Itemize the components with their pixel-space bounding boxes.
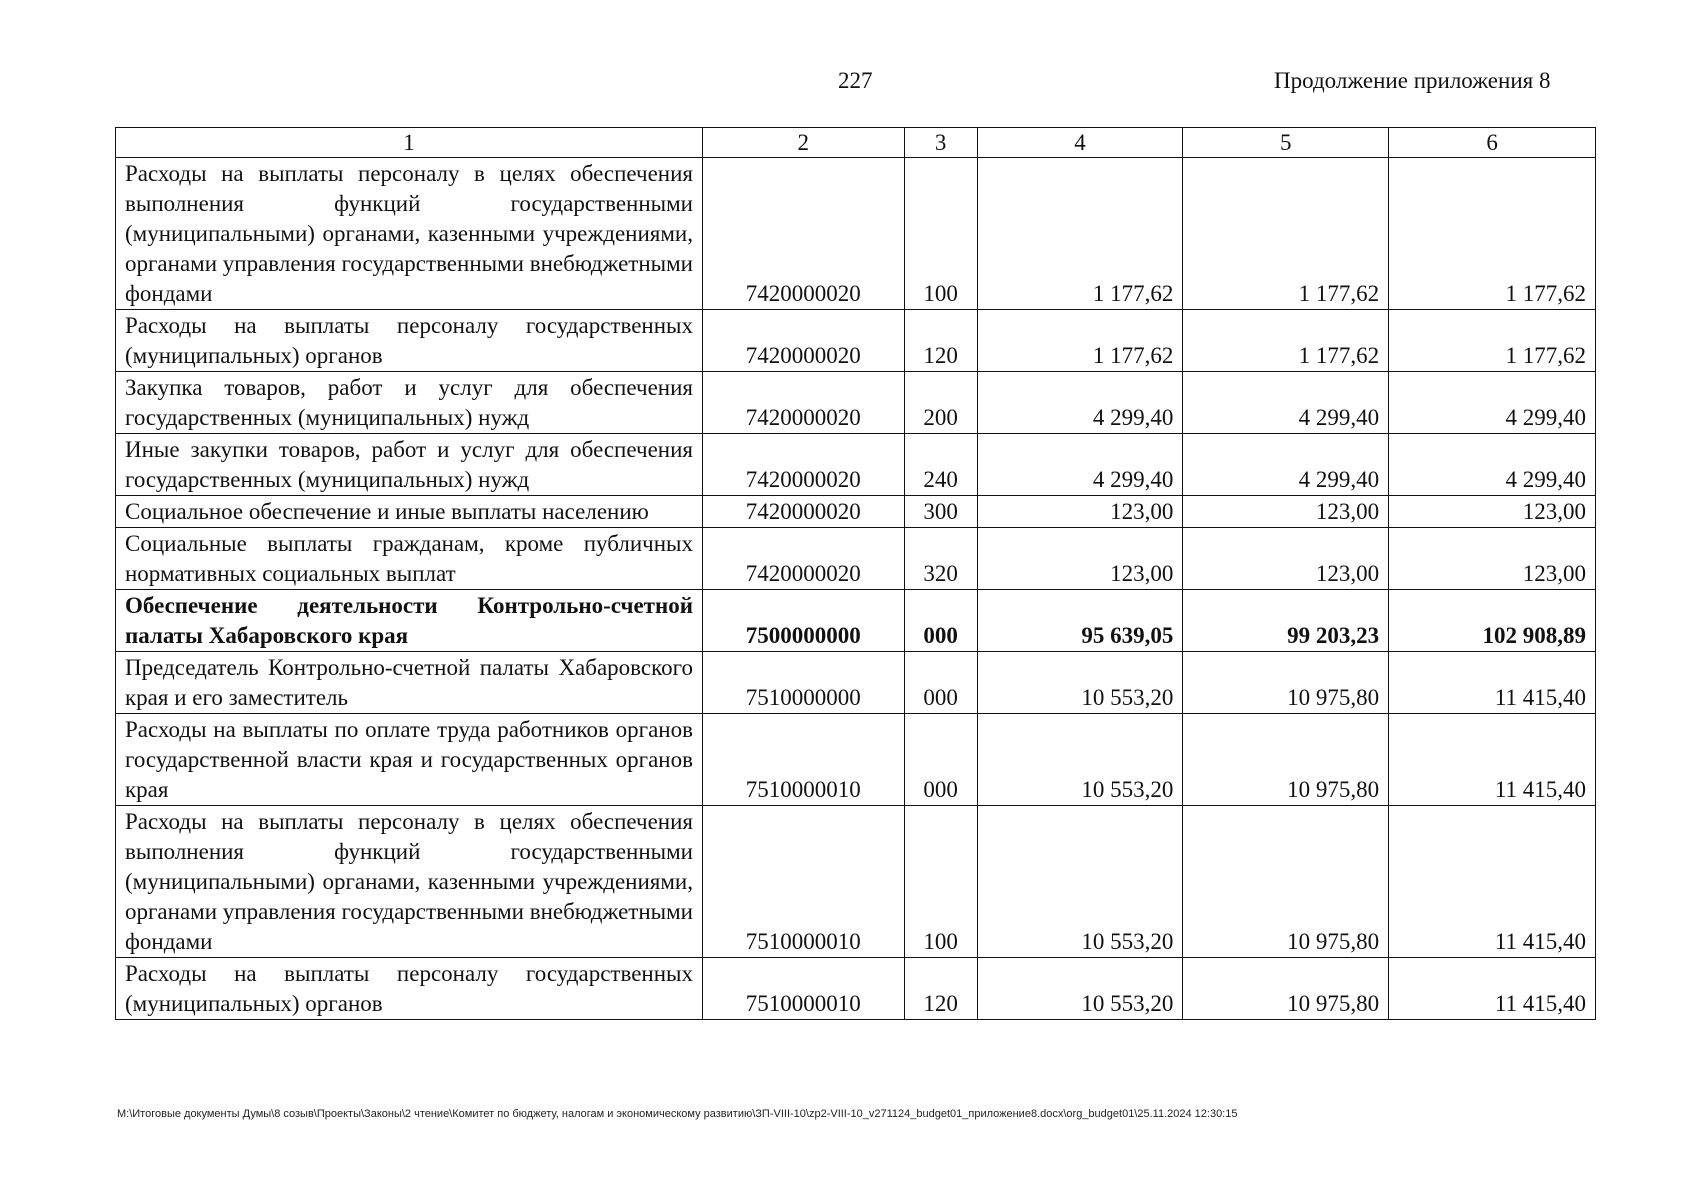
expense-type-code: 300 — [904, 496, 977, 528]
amount-year-1: 10 553,20 — [977, 958, 1183, 1020]
table-row — [116, 434, 1596, 496]
column-number-4: 4 — [977, 128, 1183, 158]
amount-year-3: 1 177,62 — [1389, 310, 1596, 372]
expense-type-code: 000 — [904, 714, 977, 806]
expense-type-code: 000 — [904, 652, 977, 714]
amount-year-1: 1 177,62 — [977, 158, 1183, 310]
amount-year-2: 123,00 — [1183, 496, 1389, 528]
target-article-code: 7510000010 — [702, 806, 904, 958]
target-article-code: 7500000000 — [702, 590, 904, 652]
amount-year-2: 123,00 — [1183, 528, 1389, 590]
row-description: Расходы на выплаты персоналу государственных (муниципальных) органов — [116, 310, 703, 372]
row-description: Расходы на выплаты персоналу в целях обеспечения выполнения функций государственными (муниципальными) органами, казенными учреждениями, органами управления государственными внебюджетными фондами — [116, 158, 703, 310]
expense-type-code: 120 — [904, 310, 977, 372]
amount-year-2: 1 177,62 — [1183, 310, 1389, 372]
row-description: Расходы на выплаты по оплате труда работников органов государственной власти края и государственных органов края — [116, 714, 703, 806]
budget-table — [115, 127, 1596, 1020]
column-number-5: 5 — [1183, 128, 1389, 158]
row-description: Социальное обеспечение и иные выплаты населению — [116, 496, 703, 528]
amount-year-1: 95 639,05 — [977, 590, 1183, 652]
amount-year-1: 123,00 — [977, 496, 1183, 528]
table-row — [116, 496, 1596, 528]
amount-year-3: 4 299,40 — [1389, 372, 1596, 434]
amount-year-3: 11 415,40 — [1389, 714, 1596, 806]
table-row — [116, 652, 1596, 714]
row-description: Председатель Контрольно-счетной палаты Хабаровского края и его заместитель — [116, 652, 703, 714]
target-article-code: 7420000020 — [702, 434, 904, 496]
amount-year-2: 4 299,40 — [1183, 434, 1389, 496]
column-number-6: 6 — [1389, 128, 1596, 158]
expense-type-code: 000 — [904, 590, 977, 652]
expense-type-code: 200 — [904, 372, 977, 434]
amount-year-3: 4 299,40 — [1389, 434, 1596, 496]
amount-year-3: 11 415,40 — [1389, 652, 1596, 714]
target-article-code: 7420000020 — [702, 528, 904, 590]
table-row — [116, 310, 1596, 372]
row-description: Расходы на выплаты персоналу в целях обеспечения выполнения функций государственными (муниципальными) органами, казенными учреждениями, органами управления государственными внебюджетными фондами — [116, 806, 703, 958]
table-row — [116, 372, 1596, 434]
target-article-code: 7420000020 — [702, 158, 904, 310]
target-article-code: 7510000010 — [702, 958, 904, 1020]
amount-year-3: 123,00 — [1389, 528, 1596, 590]
table-row — [116, 714, 1596, 806]
amount-year-2: 10 975,80 — [1183, 714, 1389, 806]
target-article-code: 7420000020 — [702, 372, 904, 434]
target-article-code: 7420000020 — [702, 496, 904, 528]
amount-year-3: 102 908,89 — [1389, 590, 1596, 652]
page-number: 227 — [838, 68, 873, 93]
expense-type-code: 240 — [904, 434, 977, 496]
row-description: Расходы на выплаты персоналу государственных (муниципальных) органов — [116, 958, 703, 1020]
amount-year-1: 1 177,62 — [977, 310, 1183, 372]
column-number-1: 1 — [116, 128, 703, 158]
amount-year-3: 1 177,62 — [1389, 158, 1596, 310]
table-row — [116, 528, 1596, 590]
column-number-2: 2 — [702, 128, 904, 158]
expense-type-code: 120 — [904, 958, 977, 1020]
row-description: Иные закупки товаров, работ и услуг для обеспечения государственных (муниципальных) нужд — [116, 434, 703, 496]
amount-year-2: 99 203,23 — [1183, 590, 1389, 652]
amount-year-1: 10 553,20 — [977, 652, 1183, 714]
expense-type-code: 100 — [904, 806, 977, 958]
row-description: Социальные выплаты гражданам, кроме публичных нормативных социальных выплат — [116, 528, 703, 590]
row-description: Закупка товаров, работ и услуг для обеспечения государственных (муниципальных) нужд — [116, 372, 703, 434]
column-number-3: 3 — [904, 128, 977, 158]
amount-year-1: 10 553,20 — [977, 806, 1183, 958]
amount-year-2: 10 975,80 — [1183, 652, 1389, 714]
target-article-code: 7420000020 — [702, 310, 904, 372]
amount-year-2: 10 975,80 — [1183, 958, 1389, 1020]
amount-year-2: 10 975,80 — [1183, 806, 1389, 958]
expense-type-code: 320 — [904, 528, 977, 590]
column-number-row — [116, 128, 1596, 158]
amount-year-3: 11 415,40 — [1389, 958, 1596, 1020]
table-row — [116, 590, 1596, 652]
table-row — [116, 158, 1596, 310]
amount-year-1: 4 299,40 — [977, 372, 1183, 434]
appendix-continuation-label: Продолжение приложения 8 — [1274, 68, 1551, 93]
expense-type-code: 100 — [904, 158, 977, 310]
amount-year-3: 123,00 — [1389, 496, 1596, 528]
amount-year-2: 4 299,40 — [1183, 372, 1389, 434]
amount-year-3: 11 415,40 — [1389, 806, 1596, 958]
target-article-code: 7510000000 — [702, 652, 904, 714]
target-article-code: 7510000010 — [702, 714, 904, 806]
amount-year-1: 4 299,40 — [977, 434, 1183, 496]
row-description: Обеспечение деятельности Контрольно-счетной палаты Хабаровского края — [116, 590, 703, 652]
footer-file-path: M:\Итоговые документы Думы\8 созыв\Проекты\Законы\2 чтение\Комитет по бюджету, налогам и экономическому развитию\ЗП-VIII-10\zp2-VIII-10_v271124_budget01_приложение8.docx\org_budget01\25.11.2024 12:30:15 — [117, 1108, 1238, 1120]
amount-year-1: 123,00 — [977, 528, 1183, 590]
amount-year-2: 1 177,62 — [1183, 158, 1389, 310]
amount-year-1: 10 553,20 — [977, 714, 1183, 806]
table-row — [116, 806, 1596, 958]
table-row — [116, 958, 1596, 1020]
